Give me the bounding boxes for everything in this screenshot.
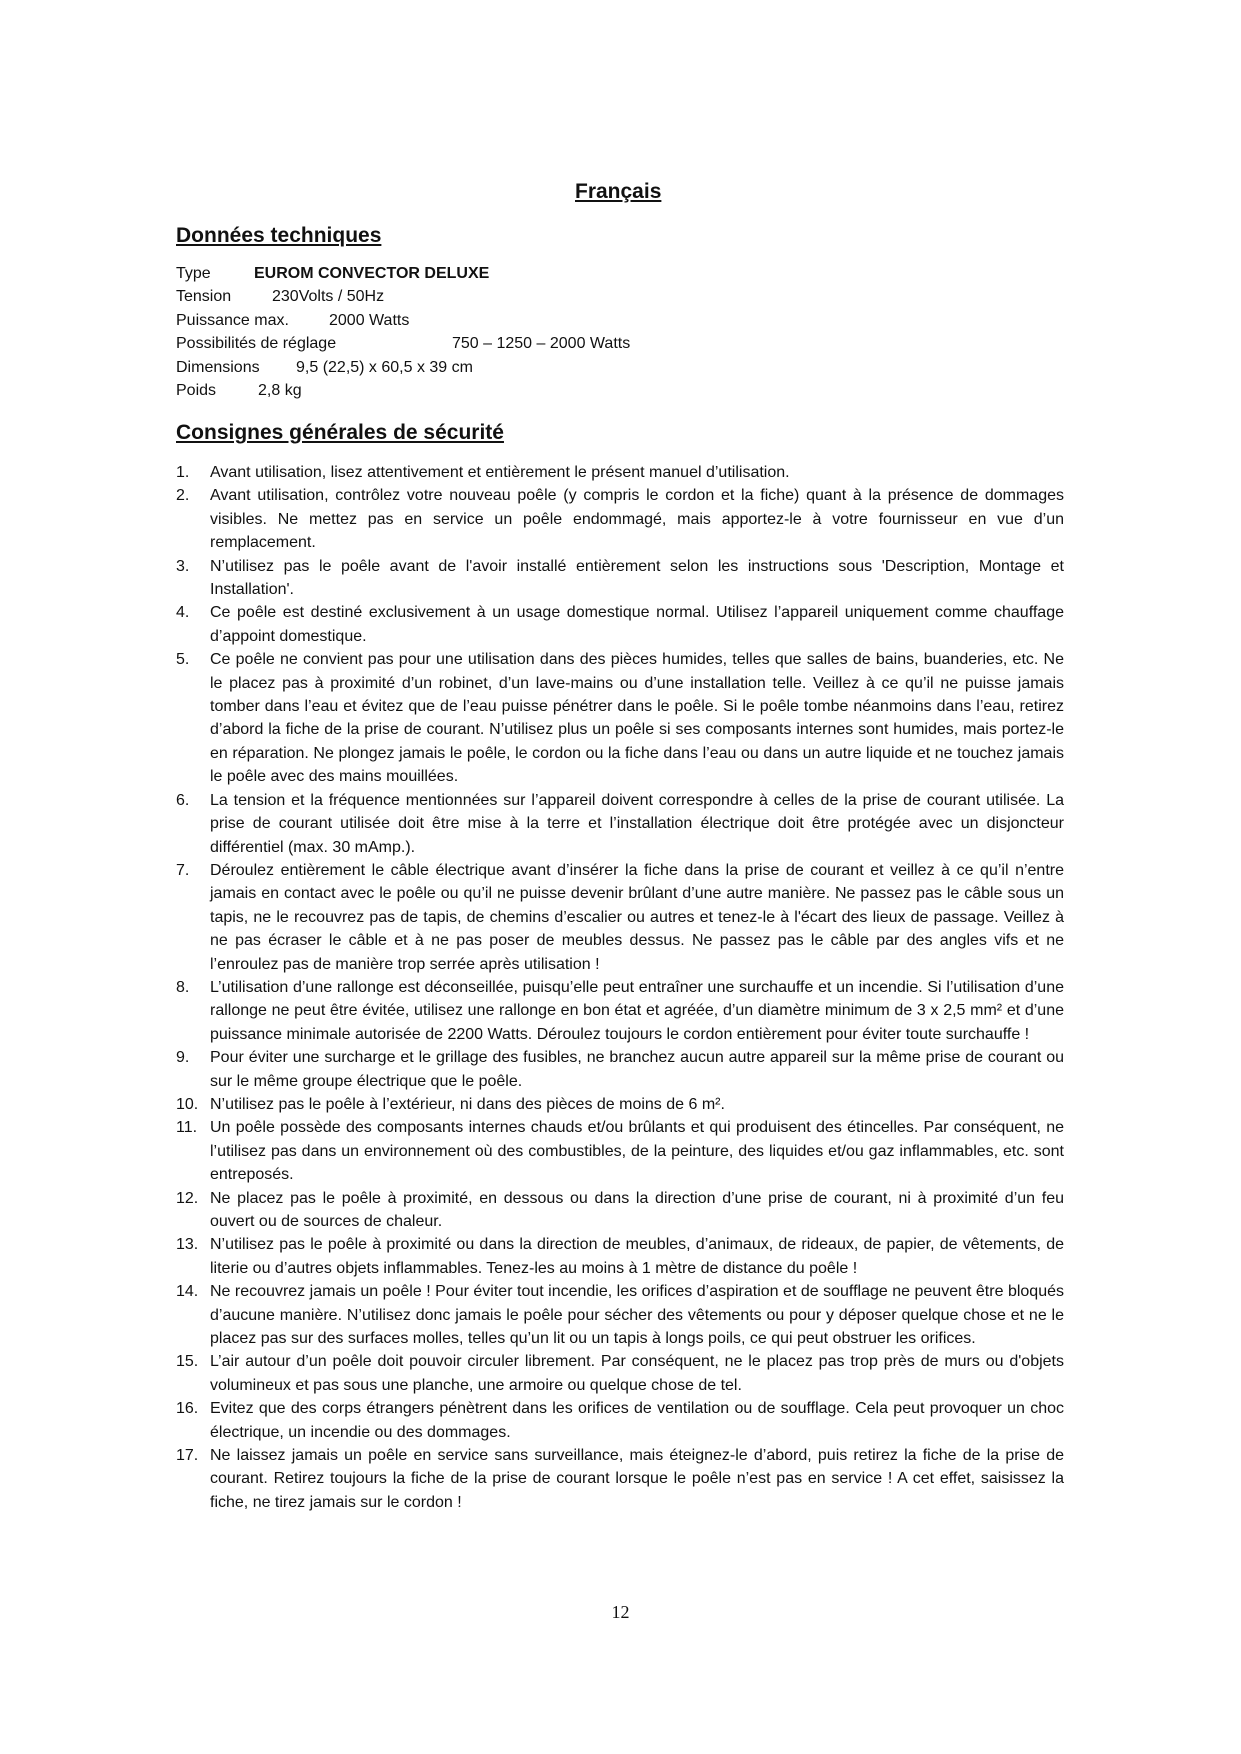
- safety-item: [176, 1046, 1064, 1093]
- safety-item-text: Avant utilisation, lisez attentivement et entièrement le présent manuel d’utilisation.: [210, 464, 790, 481]
- spec-label: Dimensions: [176, 358, 260, 376]
- safety-item-number: 13.: [176, 1236, 199, 1254]
- spec-value: EUROM CONVECTOR DELUXE: [254, 265, 490, 282]
- safety-item-number: 3.: [176, 557, 190, 575]
- safety-item-text: Ne laissez jamais un poêle en service sans surveillance, mais éteignez-le d’abord, puis retirez la fiche de la prise de courant. Retirez toujours la fiche de la prise de courant lorsque le poêle n’est pas en service ! A cet effet, saisissez la fiche, ne tirez jamais sur le cordon !: [210, 1447, 1064, 1511]
- safety-item: [176, 1350, 1064, 1397]
- language-heading: Français: [575, 180, 662, 203]
- safety-item: [176, 1444, 1064, 1514]
- safety-item-text: L’air autour d’un poêle doit pouvoir circuler librement. Par conséquent, ne le placez pas trop près de murs ou d'objets volumineux et pas sous une planche, une armoire ou quelque chose de tel.: [210, 1353, 1064, 1394]
- safety-item: [176, 1187, 1064, 1234]
- spec-row-type: [176, 262, 630, 285]
- safety-item: [176, 1233, 1064, 1280]
- safety-item-number: 14.: [176, 1283, 199, 1301]
- safety-item-number: 6.: [176, 791, 190, 809]
- safety-item: [176, 601, 1064, 648]
- safety-item-text: Avant utilisation, contrôlez votre nouveau poêle (y compris le cordon et la fiche) quant à la présence de dommages visibles. Ne mettez pas en service un poêle endommagé, mais apportez-le à votre fournisseur en vue d’un remplacement.: [210, 487, 1064, 552]
- spec-value: 2,8 kg: [258, 381, 302, 399]
- safety-item-text: Ne recouvrez jamais un poêle ! Pour éviter tout incendie, les orifices d’aspiration et de soufflage ne peuvent être bloqués d’aucune manière. N’utilisez donc jamais le poêle pour sécher des vêtements ou pour y déposer quelque chose et ne le placez pas sur des surfaces molles, telles qu’un lit ou un tapis à longs poils, ce qui peut obstruer les orifices.: [210, 1283, 1064, 1348]
- safety-item-number: 12.: [176, 1189, 199, 1207]
- safety-item-number: 15.: [176, 1353, 199, 1371]
- spec-value: 2000 Watts: [329, 311, 410, 329]
- safety-item: [176, 1397, 1064, 1444]
- safety-item-number: 16.: [176, 1400, 199, 1418]
- safety-item-number: 11.: [176, 1119, 198, 1137]
- safety-item: [176, 859, 1064, 976]
- safety-item-number: 7.: [176, 861, 190, 879]
- safety-item-number: 10.: [176, 1095, 199, 1113]
- safety-item-number: 5.: [176, 651, 190, 669]
- spec-value: 230Volts / 50Hz: [272, 288, 385, 306]
- spec-label: Tension: [176, 288, 232, 306]
- safety-item-text: Déroulez entièrement le câble électrique avant d’insérer la fiche dans la prise de courant et veillez à ce qu’il n’entre jamais en contact avec le poêle ou qu’il ne puisse devenir brûlant d’une autre manière. Ne passez pas le câble sous un tapis, ne le recouvrez pas de tapis, de chemins d’escalier ou autres et tenez-le à l'écart des lieux de passage. Veillez à ne pas écraser le câble et à ne pas poser de meubles dessus. Ne passez pas le câble par des angles vifs et ne l’enroulez pas de manière trop serrée après utilisation !: [210, 861, 1064, 973]
- safety-item-number: 9.: [176, 1049, 190, 1067]
- spec-row-dimensions: [176, 356, 630, 379]
- spec-value: 750 – 1250 – 2000 Watts: [452, 335, 631, 353]
- safety-item: [176, 976, 1064, 1046]
- spec-value: 9,5 (22,5) x 60,5 x 39 cm: [296, 358, 473, 376]
- safety-item-text: N’utilisez pas le poêle à l’extérieur, ni dans des pièces de moins de 6 m².: [210, 1095, 725, 1113]
- safety-item-number: 17.: [176, 1447, 199, 1465]
- spec-row-power: [176, 309, 630, 332]
- safety-item-text: N’utilisez pas le poêle à proximité ou dans la direction de meubles, d’animaux, de rideaux, de papier, de vêtements, de literie ou d’autres objets inflammables. Tenez-les au moins à 1 mètre de distance du poêle !: [210, 1236, 1064, 1277]
- spec-row-weight: [176, 379, 630, 402]
- safety-item-text: Ce poêle ne convient pas pour une utilisation dans des pièces humides, telles que salles de bains, buanderies, etc. Ne le placez pas à proximité d’un robinet, d’un lave-mains ou d’une installation telle. Veillez à ce qu’il ne puisse jamais tomber dans l’eau et évitez que de l’eau puisse pénétrer dans le poêle. Si le poêle tombe néanmoins dans l’eau, retirez d’abord la fiche de la prise de courant. N’utilisez plus un poêle si ses composants internes sont humides, mais portez-le en réparation. Ne plongez jamais le poêle, le cordon ou la fiche dans l’eau ou dans un autre liquide et ne touchez jamais le poêle avec des mains mouillées.: [210, 651, 1064, 786]
- safety-item-text: L’utilisation d’une rallonge est déconseillée, puisqu’elle peut entraîner une surchauffe et un incendie. Si l’utilisation d’une rallonge ne peut être évitée, utilisez une rallonge en bon état et agréée, d’un diamètre minimum de 3 x 2,5 mm² et d’une puissance minimale autorisée de 2200 Watts. Déroulez toujours le cordon entièrement pour éviter toute surchauffe !: [210, 978, 1064, 1043]
- spec-label: Possibilités de réglage: [176, 335, 337, 353]
- safety-item-number: 2.: [176, 487, 190, 505]
- safety-item: [176, 1116, 1064, 1186]
- page-number: 12: [611, 1602, 630, 1622]
- safety-item: [176, 648, 1064, 788]
- safety-item: [176, 1093, 1064, 1116]
- safety-item-text: Pour éviter une surcharge et le grillage des fusibles, ne branchez aucun autre appareil sur la même prise de courant ou sur le même groupe électrique que le poêle.: [210, 1049, 1064, 1090]
- safety-item-text: Un poêle possède des composants internes chauds et/ou brûlants et qui produisent des étincelles. Par conséquent, ne l’utilisez pas dans un environnement où des combustibles, de la peinture, des liquides et/ou gaz inflammables, etc. sont entreposés.: [210, 1119, 1064, 1184]
- safety-item: [176, 555, 1064, 602]
- spec-label: Puissance max.: [176, 311, 289, 329]
- safety-item: [176, 461, 1064, 484]
- spec-label: Poids: [176, 381, 217, 399]
- spec-label: Type: [176, 265, 211, 282]
- safety-item-number: 4.: [176, 604, 190, 622]
- spec-row-settings: [176, 332, 630, 355]
- safety-item-text: La tension et la fréquence mentionnées sur l’appareil doivent correspondre à celles de la prise de courant utilisée. La prise de courant utilisée doit être mise à la terre et l’installation électrique doit être protégée avec un disjoncteur différentiel (max. 30 mAmp.).: [210, 791, 1064, 856]
- spec-row-tension: [176, 285, 630, 308]
- tech-specs: [176, 262, 630, 402]
- safety-item: [176, 1280, 1064, 1350]
- safety-item-text: Ce poêle est destiné exclusivement à un usage domestique normal. Utilisez l’appareil uniquement comme chauffage d’appoint domestique.: [210, 604, 1064, 645]
- safety-list: [176, 461, 1064, 1514]
- safety-title: Consignes générales de sécurité: [176, 421, 504, 444]
- tech-data-title: Données techniques: [176, 224, 382, 247]
- safety-item-text: N’utilisez pas le poêle avant de l'avoir installé entièrement selon les instructions sous 'Description, Montage et Installation'.: [210, 557, 1064, 599]
- safety-item-number: 1.: [176, 464, 190, 481]
- safety-item: [176, 484, 1064, 554]
- safety-item: [176, 789, 1064, 859]
- safety-item-number: 8.: [176, 978, 190, 996]
- safety-item-text: Ne placez pas le poêle à proximité, en dessous ou dans la direction d’une prise de courant, ni à proximité d’un feu ouvert ou de sources de chaleur.: [210, 1189, 1064, 1230]
- safety-item-text: Evitez que des corps étrangers pénètrent dans les orifices de ventilation ou de soufflage. Cela peut provoquer un choc électrique, un incendie ou des dommages.: [210, 1400, 1064, 1441]
